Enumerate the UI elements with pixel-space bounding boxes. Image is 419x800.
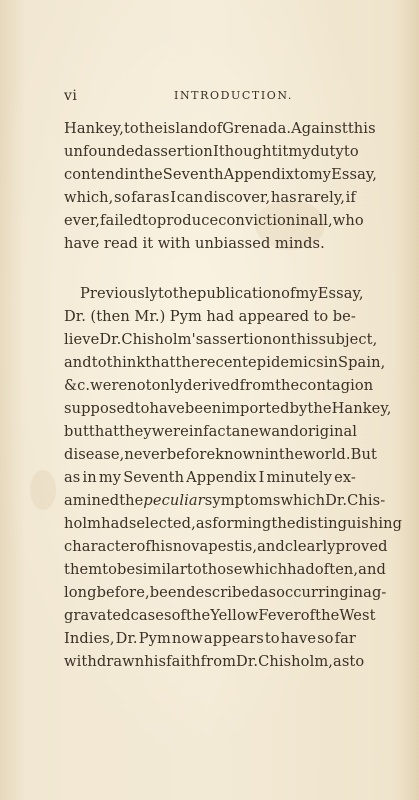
word: Hankey, xyxy=(331,400,392,417)
word: Pym xyxy=(169,308,202,325)
word: appears xyxy=(203,630,264,647)
word: Seventh xyxy=(162,166,224,183)
word: publication xyxy=(197,285,282,302)
word: West xyxy=(339,607,376,624)
word: gravated xyxy=(64,607,131,624)
word: in xyxy=(348,584,364,601)
word: my xyxy=(98,469,122,486)
text-line xyxy=(64,351,386,374)
word: as xyxy=(64,469,81,486)
word: now xyxy=(171,630,203,647)
word: before xyxy=(166,446,216,463)
word: appeared xyxy=(238,308,310,325)
word: Appendix xyxy=(223,166,294,183)
word: forming xyxy=(212,515,272,532)
word: his xyxy=(150,538,173,555)
word: has xyxy=(270,189,297,206)
paragraph xyxy=(64,282,403,673)
word: original xyxy=(299,423,358,440)
word: to xyxy=(343,143,359,160)
word: the xyxy=(119,492,144,509)
word: character xyxy=(64,538,137,555)
word: assertion xyxy=(144,143,213,160)
word: so xyxy=(317,630,334,647)
word: produce xyxy=(156,212,219,229)
word: had xyxy=(101,515,129,532)
word: lieve xyxy=(64,331,100,348)
word: Dr. xyxy=(325,492,348,509)
word: described xyxy=(186,584,260,601)
word: Hankey, xyxy=(64,120,124,137)
word: imported xyxy=(221,400,290,417)
word: rarely, xyxy=(297,189,345,206)
word: Indies, xyxy=(64,630,115,647)
word: ex- xyxy=(334,469,356,486)
word: cases xyxy=(130,607,172,624)
word: long xyxy=(64,584,97,601)
word: on xyxy=(272,331,291,348)
word: I xyxy=(258,469,265,486)
word: which xyxy=(280,492,326,509)
word: a xyxy=(231,423,241,440)
word: &c. xyxy=(64,377,91,394)
paper-stain xyxy=(30,470,56,510)
word: world. xyxy=(303,446,351,463)
word: Fever xyxy=(258,607,301,624)
word: far xyxy=(334,630,356,647)
word: known xyxy=(215,446,265,463)
word: it xyxy=(277,143,289,160)
word: nova xyxy=(172,538,209,555)
word: often, xyxy=(314,561,359,578)
word: in xyxy=(295,212,310,229)
word: Mr.) xyxy=(134,308,166,325)
word: his xyxy=(144,653,167,670)
text-line xyxy=(64,397,392,420)
word: in xyxy=(188,423,204,440)
word: my xyxy=(308,166,332,183)
word: be- xyxy=(332,308,356,325)
word: island xyxy=(163,120,208,137)
word: my xyxy=(288,143,311,160)
word: proved xyxy=(335,538,388,555)
word: ag- xyxy=(363,584,387,601)
word: to xyxy=(157,285,173,302)
word: in xyxy=(82,469,97,486)
word: clearly xyxy=(284,538,336,555)
word: I xyxy=(212,143,219,160)
text-line xyxy=(64,650,365,673)
word: fact xyxy=(203,423,232,440)
word: Dr. xyxy=(99,331,122,348)
word: Dr. xyxy=(64,308,87,325)
word: only xyxy=(151,377,184,394)
word: Chis- xyxy=(347,492,386,509)
word: selected, xyxy=(128,515,196,532)
word: faith xyxy=(166,653,201,670)
word: and xyxy=(257,538,285,555)
word: so xyxy=(114,189,131,206)
word: Dr. xyxy=(236,653,259,670)
word: been xyxy=(149,584,187,601)
text-line xyxy=(64,305,356,328)
word: in xyxy=(124,166,139,183)
text-line xyxy=(64,466,356,489)
word: it xyxy=(142,235,154,252)
text-line xyxy=(64,140,359,163)
word: those xyxy=(201,561,243,578)
word: I xyxy=(170,189,177,206)
text-line xyxy=(64,117,376,140)
word: thought xyxy=(218,143,278,160)
word: and xyxy=(64,354,92,371)
word: them xyxy=(64,561,103,578)
word: unfounded xyxy=(64,143,145,160)
word: of xyxy=(136,538,151,555)
word: before, xyxy=(96,584,150,601)
word: who xyxy=(332,212,364,229)
text-line xyxy=(64,512,403,535)
word: Spain, xyxy=(338,354,386,371)
word: been xyxy=(184,400,222,417)
word: to xyxy=(134,400,150,417)
word: occurring xyxy=(276,584,349,601)
word: minds. xyxy=(274,235,325,252)
text-line xyxy=(64,420,356,443)
word: pestis, xyxy=(208,538,258,555)
word: this xyxy=(347,120,376,137)
text-line xyxy=(64,443,377,466)
word: the xyxy=(275,377,300,394)
page-header xyxy=(64,88,354,108)
running-head: INTRODUCTION. xyxy=(174,89,294,102)
word: the xyxy=(186,607,211,624)
text-line xyxy=(64,604,376,627)
word: as xyxy=(333,653,350,670)
word: contagion xyxy=(299,377,374,394)
word: have xyxy=(64,235,100,252)
word: in xyxy=(264,446,279,463)
text-line xyxy=(64,186,356,209)
word: (then xyxy=(90,308,130,325)
word: of xyxy=(171,607,186,624)
text-line xyxy=(64,581,387,604)
text-line xyxy=(64,489,386,512)
word: were xyxy=(151,423,189,440)
text-line xyxy=(64,328,378,351)
word: the xyxy=(175,354,200,371)
word: to xyxy=(294,166,309,183)
word: contend xyxy=(64,166,125,183)
word: to xyxy=(264,630,280,647)
word: my xyxy=(295,285,318,302)
word: Chisholm, xyxy=(258,653,334,670)
word: of xyxy=(300,607,316,624)
word: holm xyxy=(64,515,102,532)
word: from xyxy=(239,377,276,394)
word: of xyxy=(281,285,296,302)
word: the xyxy=(271,515,296,532)
word: Grenada. xyxy=(222,120,292,137)
word: Essay, xyxy=(331,166,378,183)
word: and xyxy=(358,561,386,578)
word: the xyxy=(278,446,304,463)
paragraph xyxy=(64,117,378,255)
word: in xyxy=(323,354,339,371)
word: Chisholm's xyxy=(121,331,204,348)
page-number: vi xyxy=(64,88,78,104)
word: epidemics xyxy=(248,354,324,371)
word: with xyxy=(157,235,191,252)
word: as xyxy=(195,515,213,532)
word: have xyxy=(280,630,317,647)
body-text xyxy=(64,117,403,673)
word: be xyxy=(117,561,136,578)
word: Pym xyxy=(138,630,171,647)
paragraph-gap xyxy=(64,255,356,282)
word: far xyxy=(131,189,153,206)
word: the xyxy=(307,400,332,417)
word: to xyxy=(186,561,202,578)
word: had xyxy=(206,308,235,325)
word: that xyxy=(145,354,176,371)
word: peculiar xyxy=(143,492,205,509)
word: distinguishing xyxy=(295,515,403,532)
word: disease, xyxy=(64,446,125,463)
word: if xyxy=(345,189,356,206)
word: this xyxy=(290,331,319,348)
word: by xyxy=(289,400,308,417)
word: Appendix xyxy=(186,469,257,486)
word: but xyxy=(64,423,89,440)
word: recent xyxy=(199,354,249,371)
word: to xyxy=(313,308,329,325)
word: and xyxy=(271,423,300,440)
word: ever, xyxy=(64,212,101,229)
word: duty xyxy=(310,143,344,160)
word: all, xyxy=(309,212,333,229)
word: the xyxy=(138,120,164,137)
word: as xyxy=(259,584,277,601)
word: which xyxy=(242,561,288,578)
word: never xyxy=(124,446,167,463)
text-line xyxy=(64,374,374,397)
word: to xyxy=(102,561,117,578)
word: to xyxy=(123,120,139,137)
text-line xyxy=(64,163,378,186)
word: similar xyxy=(135,561,187,578)
word: withdrawn xyxy=(64,653,145,670)
text-line xyxy=(64,282,364,305)
word: Previously xyxy=(80,285,158,302)
word: which, xyxy=(64,189,114,206)
word: not xyxy=(127,377,152,394)
word: think xyxy=(106,354,146,371)
word: unbiassed xyxy=(195,235,271,252)
text-line xyxy=(64,232,356,255)
word: supposed xyxy=(64,400,135,417)
word: to xyxy=(349,653,365,670)
word: conviction xyxy=(218,212,296,229)
word: Seventh xyxy=(123,469,185,486)
word: have xyxy=(149,400,185,417)
word: to xyxy=(91,354,107,371)
word: discover, xyxy=(203,189,271,206)
word: failed xyxy=(100,212,143,229)
word: can xyxy=(176,189,204,206)
word: minutely xyxy=(266,469,333,486)
word: derived xyxy=(183,377,240,394)
text-line xyxy=(64,627,356,650)
word: the xyxy=(315,607,340,624)
word: from xyxy=(200,653,237,670)
word: Essay, xyxy=(317,285,364,302)
word: the xyxy=(172,285,197,302)
word: of xyxy=(207,120,223,137)
text-line xyxy=(64,535,388,558)
word: they xyxy=(119,423,152,440)
word: amined xyxy=(64,492,120,509)
text-line xyxy=(64,209,364,232)
word: the xyxy=(138,166,163,183)
word: But xyxy=(350,446,377,463)
word: new xyxy=(240,423,272,440)
word: to xyxy=(142,212,157,229)
word: symptoms xyxy=(204,492,281,509)
word: assertion xyxy=(203,331,273,348)
word: Yellow xyxy=(210,607,259,624)
text-line xyxy=(64,558,386,581)
word: that xyxy=(88,423,120,440)
word: Dr. xyxy=(115,630,138,647)
word: subject, xyxy=(318,331,378,348)
word: read xyxy=(103,235,138,252)
word: were xyxy=(90,377,128,394)
word: as xyxy=(153,189,170,206)
word: Against xyxy=(291,120,348,137)
word: had xyxy=(287,561,315,578)
